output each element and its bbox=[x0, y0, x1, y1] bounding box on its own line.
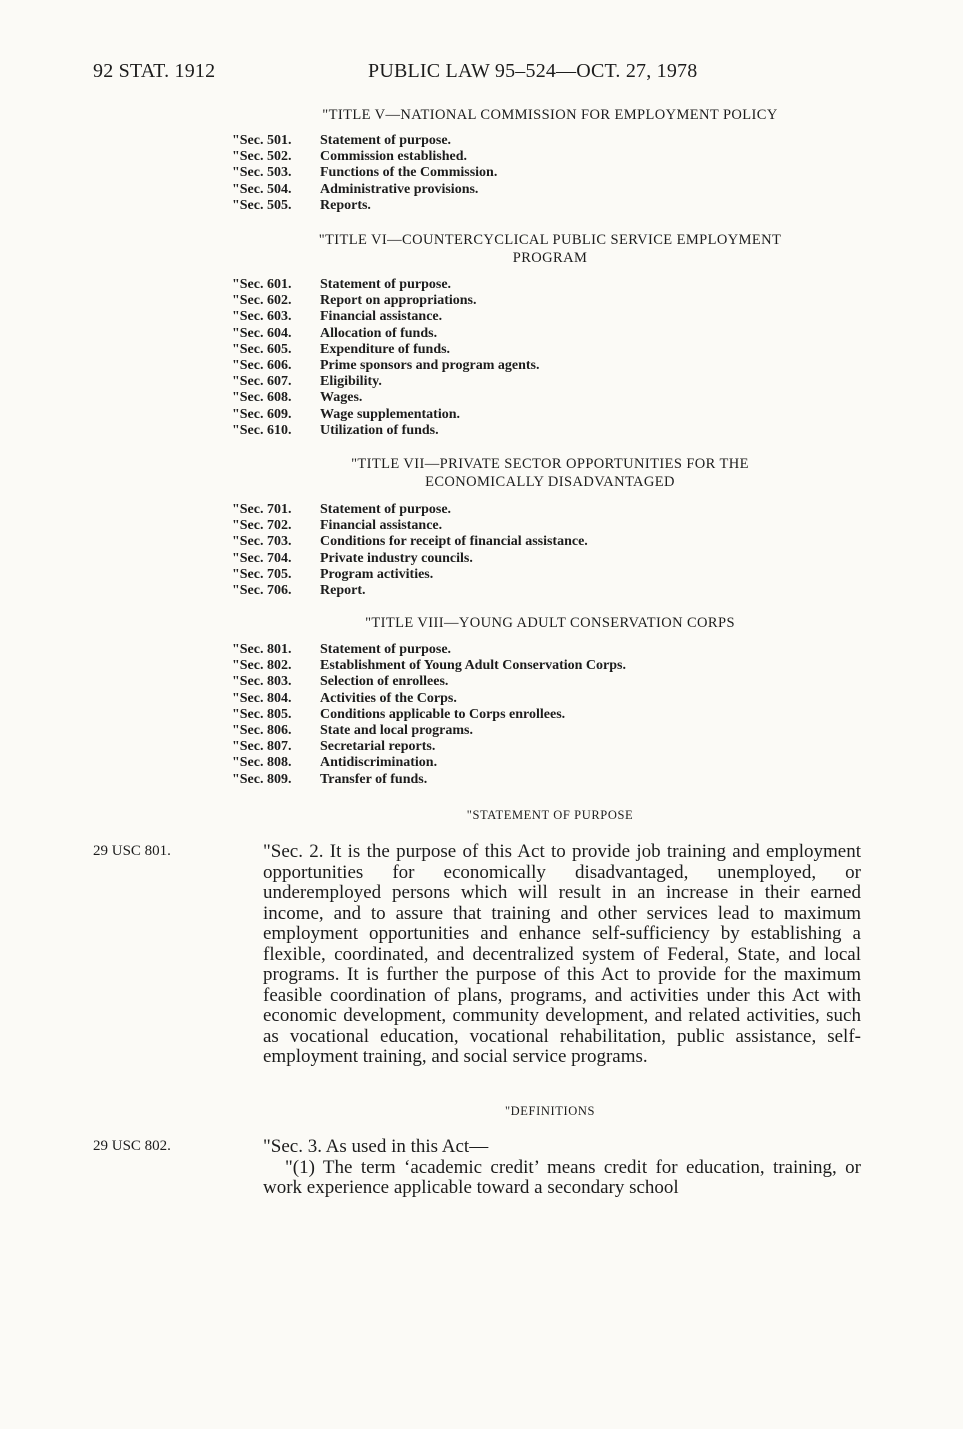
toc-entry: "Sec. 602. Report on appropriations. bbox=[232, 293, 477, 309]
toc-entry: "Sec. 802. Establishment of Young Adult Conservation Corps. bbox=[232, 658, 626, 674]
toc-entry: "Sec. 704. Private industry councils. bbox=[232, 550, 473, 566]
toc-entry: "Sec. 609. Wage supplementation. bbox=[232, 406, 461, 422]
title-v-section-list bbox=[232, 133, 497, 214]
toc-entry: "Sec. 502. Commission established. bbox=[232, 149, 468, 165]
toc-entry: "Sec. 703. Conditions for receipt of financial assistance. bbox=[232, 534, 588, 550]
toc-entry: "Sec. 604. Allocation of funds. bbox=[232, 325, 438, 341]
toc-entry: "Sec. 503. Functions of the Commission. bbox=[232, 165, 498, 181]
toc-entry: "Sec. 607. Eligibility. bbox=[232, 374, 382, 390]
statute-page-reference: 92 STAT. 1912 bbox=[93, 60, 216, 82]
toc-entry: "Sec. 706. Report. bbox=[232, 583, 366, 599]
title-vi-heading: "TITLE VI—COUNTERCYCLICAL PUBLIC SERVICE EMPLOYMENT PROGRAM bbox=[318, 232, 782, 266]
definitions-heading: "DEFINITIONS bbox=[504, 1104, 596, 1118]
definition-item-1: "(1) The term ‘academic credit’ means credit for education, training, or work experience applicable toward a secondary school bbox=[263, 1156, 861, 1198]
public-law-header: PUBLIC LAW 95–524—OCT. 27, 1978 bbox=[368, 60, 698, 82]
toc-entry: "Sec. 809. Transfer of funds. bbox=[232, 771, 428, 787]
toc-entry: "Sec. 804. Activities of the Corps. bbox=[232, 690, 457, 706]
margin-citation-802: 29 USC 802. bbox=[93, 1138, 171, 1154]
toc-entry: "Sec. 505. Reports. bbox=[232, 197, 371, 213]
toc-entry: "Sec. 501. Statement of purpose. bbox=[232, 133, 452, 148]
title-viii-section-list bbox=[232, 642, 626, 788]
title-vii-heading: "TITLE VII—PRIVATE SECTOR OPPORTUNITIES FOR THE ECONOMICALLY DISADVANTAGED bbox=[351, 456, 749, 490]
toc-entry: "Sec. 807. Secretarial reports. bbox=[232, 739, 436, 755]
toc-entry: "Sec. 504. Administrative provisions. bbox=[232, 181, 479, 197]
statement-of-purpose-heading: "STATEMENT OF PURPOSE bbox=[466, 808, 634, 822]
toc-entry: "Sec. 610. Utilization of funds. bbox=[232, 422, 439, 438]
toc-entry: "Sec. 801. Statement of purpose. bbox=[232, 642, 452, 657]
toc-entry: "Sec. 806. State and local programs. bbox=[232, 723, 473, 739]
toc-entry: "Sec. 803. Selection of enrollees. bbox=[232, 674, 449, 690]
definitions-paragraph bbox=[263, 1137, 861, 1199]
toc-entry: "Sec. 601. Statement of purpose. bbox=[232, 277, 452, 292]
title-vii-section-list bbox=[232, 502, 588, 599]
definitions-intro: "Sec. 3. As used in this Act— bbox=[263, 1136, 489, 1157]
toc-entry: "Sec. 608. Wages. bbox=[232, 390, 363, 406]
purpose-paragraph: "Sec. 2. It is the purpose of this Act to provide job training and employment opportunities for economically disadvantaged, unemployed, or underemployed persons which will result in an increase in their earned income, and to assure that training and other services lead to maximum employment opportunities and enhance self-sufficiency by establishing a flexible, coordinated, and decentralized system of Federal, State, and local programs. It is further the purpose of this Act to provide for the maximum feasible coordination of plans, programs, and activities under this Act with economic development, community development, and related activities, such as vocational education, vocational rehabilitation, public assistance, self-employment training, and social service programs. bbox=[263, 841, 861, 1067]
title-v-heading: "TITLE V—NATIONAL COMMISSION FOR EMPLOYMENT POLICY bbox=[322, 107, 778, 123]
toc-entry: "Sec. 805. Conditions applicable to Corps enrollees. bbox=[232, 706, 566, 722]
toc-entry: "Sec. 605. Expenditure of funds. bbox=[232, 341, 451, 357]
toc-entry: "Sec. 603. Financial assistance. bbox=[232, 309, 443, 325]
toc-entry: "Sec. 705. Program activities. bbox=[232, 566, 434, 582]
toc-entry: "Sec. 808. Antidiscrimination. bbox=[232, 755, 438, 771]
toc-entry: "Sec. 701. Statement of purpose. bbox=[232, 502, 452, 517]
toc-entry: "Sec. 606. Prime sponsors and program agents. bbox=[232, 358, 540, 374]
title-vi-section-list bbox=[232, 277, 539, 439]
toc-entry: "Sec. 702. Financial assistance. bbox=[232, 518, 443, 534]
margin-citation-801: 29 USC 801. bbox=[93, 843, 171, 859]
title-viii-heading: "TITLE VIII—YOUNG ADULT CONSERVATION CORPS bbox=[365, 615, 735, 631]
